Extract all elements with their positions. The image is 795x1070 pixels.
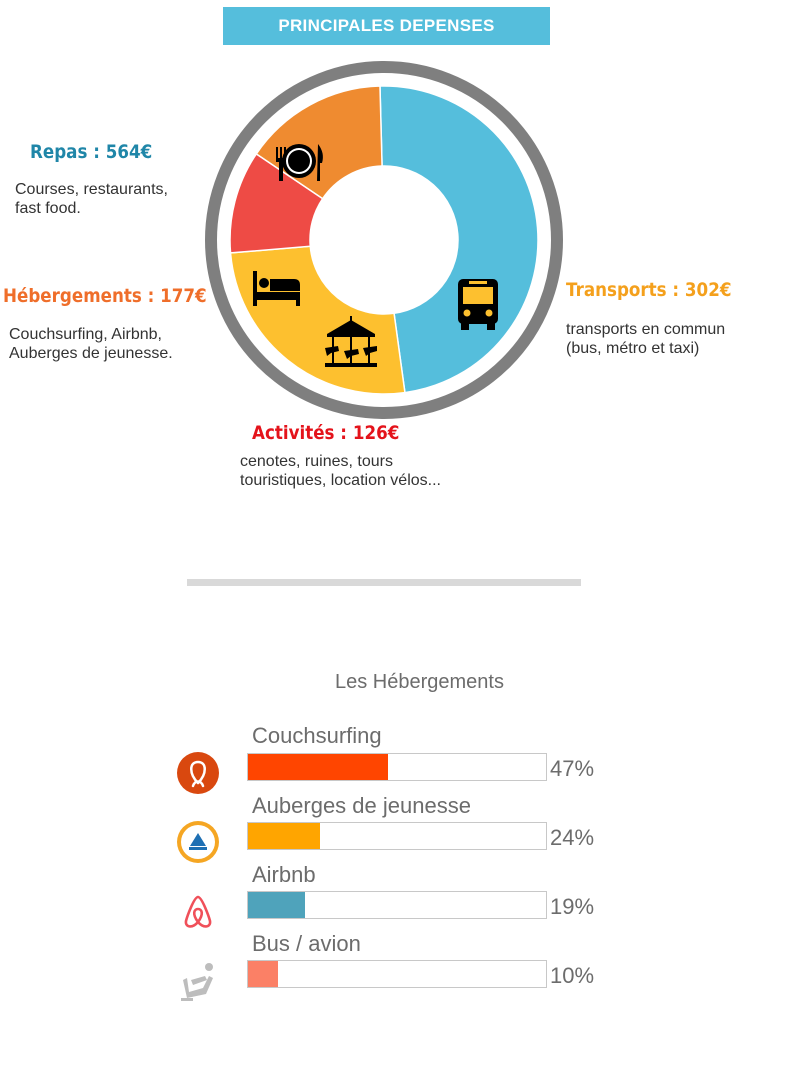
bar-bus-avion bbox=[248, 961, 278, 987]
activites-description-line: touristiques, location vélos... bbox=[240, 472, 441, 489]
hebergements-label: Hébergements : 177€ bbox=[3, 285, 207, 307]
hostelling-international-icon bbox=[175, 819, 221, 865]
reclining-seat-icon bbox=[175, 958, 221, 1004]
hebergements-description-line: Auberges de jeunesse. bbox=[9, 345, 173, 362]
chart-title-banner: PRINCIPALES DEPENSES bbox=[223, 7, 550, 45]
hebergements-description bbox=[9, 325, 173, 363]
repas-description-line: Courses, restaurants, bbox=[15, 181, 168, 198]
bus-icon bbox=[458, 279, 498, 330]
hebergements-description-line: Couchsurfing, Airbnb, bbox=[9, 326, 162, 343]
bar-value-label: 47% bbox=[550, 756, 595, 781]
repas-label: Repas : 564€ bbox=[30, 141, 153, 163]
bar-label: Airbnb bbox=[252, 862, 316, 887]
bar-value-label: 24% bbox=[550, 825, 595, 850]
donut-hole bbox=[310, 166, 458, 314]
airbnb-icon bbox=[175, 889, 221, 935]
repas-description bbox=[15, 180, 168, 218]
bar-track bbox=[247, 960, 547, 988]
bar-auberges bbox=[248, 823, 320, 849]
hebergements-chart-title: Les Hébergements bbox=[335, 671, 504, 693]
activites-description bbox=[240, 452, 441, 490]
transports-description bbox=[566, 320, 725, 358]
section-divider bbox=[187, 579, 581, 586]
transports-description-line: transports en commun bbox=[566, 321, 726, 338]
bar-label: Bus / avion bbox=[252, 931, 361, 956]
activites-label: Activités : 126€ bbox=[252, 422, 400, 444]
activites-description-line: cenotes, ruines, tours bbox=[240, 453, 393, 470]
bar-value-label: 19% bbox=[550, 894, 595, 919]
bar-track bbox=[247, 822, 547, 850]
bar-couchsurfing bbox=[248, 754, 388, 780]
bar-track bbox=[247, 891, 547, 919]
bar-track bbox=[247, 753, 547, 781]
bar-label: Auberges de jeunesse bbox=[252, 793, 471, 818]
repas-description-line: fast food. bbox=[15, 200, 81, 217]
bar-label: Couchsurfing bbox=[252, 723, 382, 748]
couchsurfing-icon bbox=[175, 750, 221, 796]
transports-description-line: (bus, métro et taxi) bbox=[566, 340, 700, 357]
bar-airbnb bbox=[248, 892, 305, 918]
transports-label: Transports : 302€ bbox=[566, 279, 732, 301]
bar-value-label: 10% bbox=[550, 963, 595, 988]
